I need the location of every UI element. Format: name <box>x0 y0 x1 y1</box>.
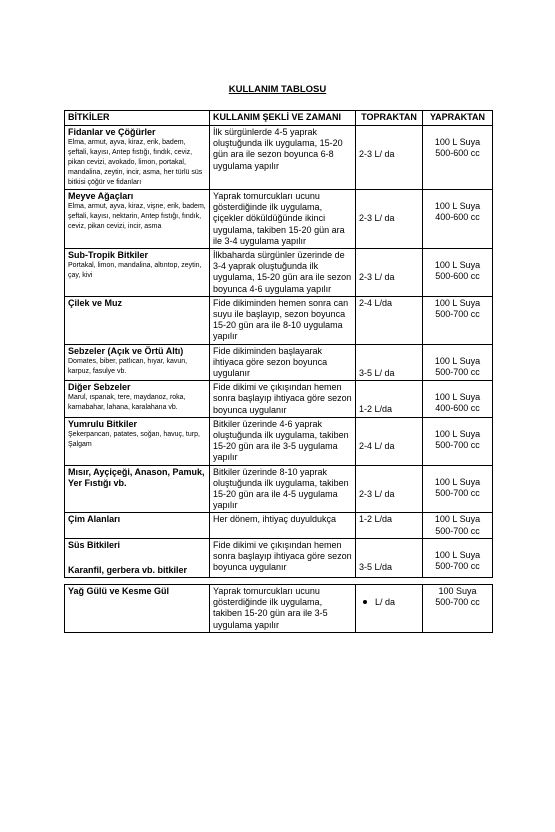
leaf-amount: 500-700 cc <box>435 597 480 608</box>
leaf-amount: 500-700 cc <box>435 487 480 498</box>
soil-dose-cell: 1-2 L/da <box>356 381 423 418</box>
table-row <box>65 538 493 577</box>
usage-cell: İlk sürgünlerde 4-5 yaprak oluştuğunda ilk uygulama, 15-20 gün ara ile sezon boyunca 6-8 uygulama yapılır <box>210 126 356 190</box>
leaf-water: 100 L Suya <box>434 428 481 439</box>
plant-examples: Elma, armut, ayva, kiraz, erik, badem, şeftali, kayısı, Antep fıstığı, fındık, ceviz, pikan cevizi, avokado, limon, portakal, mandalina, zeytin, incir, asma, her türlü süs bitkisi çöğür ve fidanları <box>68 139 203 186</box>
leaf-dose-cell <box>423 417 493 465</box>
table-row <box>65 344 493 381</box>
plant-name: Fidanlar ve Çöğürler <box>68 127 156 137</box>
spacer-cell <box>65 577 493 584</box>
soil-dose-cell <box>356 584 423 632</box>
table-row <box>65 513 493 538</box>
usage-cell: İlkbaharda sürgünler üzerinde de 3-4 yaprak oluştuğunda ilk uygulama, 15-20 gün ara ile sezon boyunca 4-6 uygulama yapılır <box>210 249 356 297</box>
plant-examples: Marul, ıspanak, tere, maydanoz, roka, karnabahar, lahana, karalahana vb. <box>68 394 186 412</box>
leaf-water: 100 L Suya <box>434 392 481 403</box>
table-row <box>65 296 493 344</box>
plant-name-secondary: Karanfil, gerbera vb. bitkiler <box>68 564 188 575</box>
plant-cell <box>65 538 210 577</box>
plant-examples: Domates, biber, patlıcan, hıyar, kavun, karpuz, fasulye vb. <box>68 357 188 375</box>
page-title: KULLANIM TABLOSU <box>228 84 327 95</box>
soil-dose-cell: 1-2 L/da <box>356 513 423 538</box>
table-row <box>65 417 493 465</box>
plant-name: Sebzeler (Açık ve Örtü Altı) <box>68 345 184 356</box>
leaf-water: 100 Suya <box>438 585 477 596</box>
header-leaf: YAPRAKTAN <box>423 111 493 126</box>
leaf-water: 100 L Suya <box>434 514 481 525</box>
usage-cell: Fide dikimi ve çıkışından hemen sonra başlayıp ihtiyaca göre sezon boyunca uygulanır <box>210 538 356 577</box>
leaf-amount: 500-700 cc <box>435 525 480 536</box>
leaf-dose-cell <box>423 344 493 381</box>
bullet-icon <box>363 600 367 604</box>
plant-name: Sub-Tropik Bitkiler <box>68 250 149 261</box>
leaf-water: 100 L Suya <box>434 549 481 560</box>
leaf-amount: 500-700 cc <box>435 561 480 572</box>
table-row <box>65 381 493 418</box>
soil-dose-cell: 2-3 L/ da <box>356 126 423 190</box>
plant-examples: Portakal, limon, mandalina, altıntop, zeytin, çay, kivi <box>68 262 202 280</box>
plant-name: Diğer Sebzeler <box>68 382 131 393</box>
plant-cell <box>65 190 210 249</box>
plant-examples: Elma, armut, ayva, kiraz, vişne, erik, badem, şeftali, kayısı, nektarin, Antep fıstığı, fındık, ceviz, pikan cevizi, incir, asma <box>68 203 206 230</box>
plant-name: Çim Alanları <box>68 514 121 525</box>
leaf-amount: 500-600 cc <box>435 271 480 282</box>
plant-cell <box>65 465 210 513</box>
plant-cell <box>65 584 210 632</box>
table-row-extra <box>65 584 493 632</box>
plant-name: Mısır, Ayçiçeği, Anason, Pamuk, Yer Fıstığı vb. <box>68 466 205 488</box>
usage-cell: Yaprak tomurcukları ucunu gösterdiğinde ilk uygulama, takiben 15-20 gün ara ile 3-5 uygulama yapılır <box>210 584 356 632</box>
plant-name: Meyve Ağaçları <box>68 191 134 201</box>
leaf-dose-cell <box>423 249 493 297</box>
table-header-row <box>65 111 493 126</box>
leaf-water: 100 L Suya <box>434 260 481 271</box>
leaf-amount: 400-600 cc <box>435 212 480 223</box>
leaf-amount: 500-700 cc <box>435 366 480 377</box>
plant-cell <box>65 296 210 344</box>
usage-cell: Bitkiler üzerinde 4-6 yaprak oluştuğunda ilk uygulama, takiben 15-20 gün ara ile 3-5 uygulama yapılır <box>210 417 356 465</box>
soil-dose: L/ da <box>375 596 396 607</box>
plant-cell <box>65 344 210 381</box>
leaf-water: 100 L Suya <box>434 201 481 211</box>
plant-examples: Şekerpancarı, patates, soğan, havuç, turp, Şalgam <box>68 430 200 448</box>
leaf-dose-cell <box>423 296 493 344</box>
plant-cell <box>65 249 210 297</box>
usage-cell: Fide dikiminden başlayarak ihtiyaca göre sezon boyunca uygulanır <box>210 344 356 381</box>
table-row <box>65 190 493 249</box>
leaf-amount: 500-600 cc <box>435 148 480 159</box>
leaf-water: 100 L Suya <box>434 355 481 366</box>
usage-cell: Her dönem, ihtiyaç duyuldukça <box>210 513 356 538</box>
plant-name: Çilek ve Muz <box>68 297 123 308</box>
plant-cell <box>65 513 210 538</box>
leaf-dose-cell <box>423 538 493 577</box>
leaf-dose-cell <box>423 381 493 418</box>
table-row <box>65 465 493 513</box>
leaf-water: 100 L Suya <box>434 476 481 487</box>
plant-cell <box>65 417 210 465</box>
leaf-dose-cell <box>423 126 493 190</box>
plant-name: Yumrulu Bitkiler <box>68 418 138 429</box>
leaf-dose-cell <box>423 584 493 632</box>
usage-table <box>64 110 493 633</box>
leaf-water: 100 L Suya <box>434 297 481 308</box>
usage-cell: Yaprak tomurcukları ucunu gösterdiğinde ilk uygulama, çiçekler döküldüğünde ikinci uygulama, takiben 15-20 gün ara ile 3-4 uygulama yapılır <box>210 190 356 249</box>
table-row <box>65 126 493 190</box>
soil-dose-cell: 2-4 L/ da <box>356 417 423 465</box>
leaf-amount: 500-700 cc <box>435 440 480 451</box>
soil-dose-cell: 2-4 L/da <box>356 296 423 344</box>
usage-cell: Fide dikiminden hemen sonra can suyu ile başlayıp, sezon boyunca 15-20 gün ara ile 8-10 uygulama yapılır <box>210 296 356 344</box>
header-soil: TOPRAKTAN <box>356 111 423 126</box>
header-usage: KULLANIM ŞEKLİ VE ZAMANI <box>210 111 356 126</box>
plant-cell <box>65 126 210 190</box>
table-spacer <box>65 577 493 584</box>
soil-dose-cell: 2-3 L/ da <box>356 249 423 297</box>
leaf-amount: 500-700 cc <box>435 309 480 320</box>
soil-dose-cell: 3-5 L/ da <box>356 344 423 381</box>
leaf-dose-cell <box>423 513 493 538</box>
leaf-dose-cell <box>423 465 493 513</box>
plant-name: Süs Bitkileri <box>68 539 121 550</box>
header-plants: BİTKİLER <box>65 111 210 126</box>
table-row <box>65 249 493 297</box>
leaf-water: 100 L Suya <box>434 137 481 147</box>
leaf-amount: 400-600 cc <box>435 403 480 414</box>
plant-name: Yağ Gülü ve Kesme Gül <box>68 585 170 596</box>
usage-cell: Fide dikimi ve çıkışından hemen sonra başlayıp ihtiyaca göre sezon boyunca uygulanır <box>210 381 356 418</box>
plant-cell <box>65 381 210 418</box>
leaf-dose-cell <box>423 190 493 249</box>
usage-cell: Bitkiler üzerinde 8-10 yaprak oluştuğunda ilk uygulama, takiben 15-20 gün ara ile 4-5 uygulama yapılır <box>210 465 356 513</box>
soil-dose-cell: 2-3 L/ da <box>356 465 423 513</box>
soil-dose-cell: 3-5 L/da <box>356 538 423 577</box>
soil-dose-cell: 2-3 L/ da <box>356 190 423 249</box>
